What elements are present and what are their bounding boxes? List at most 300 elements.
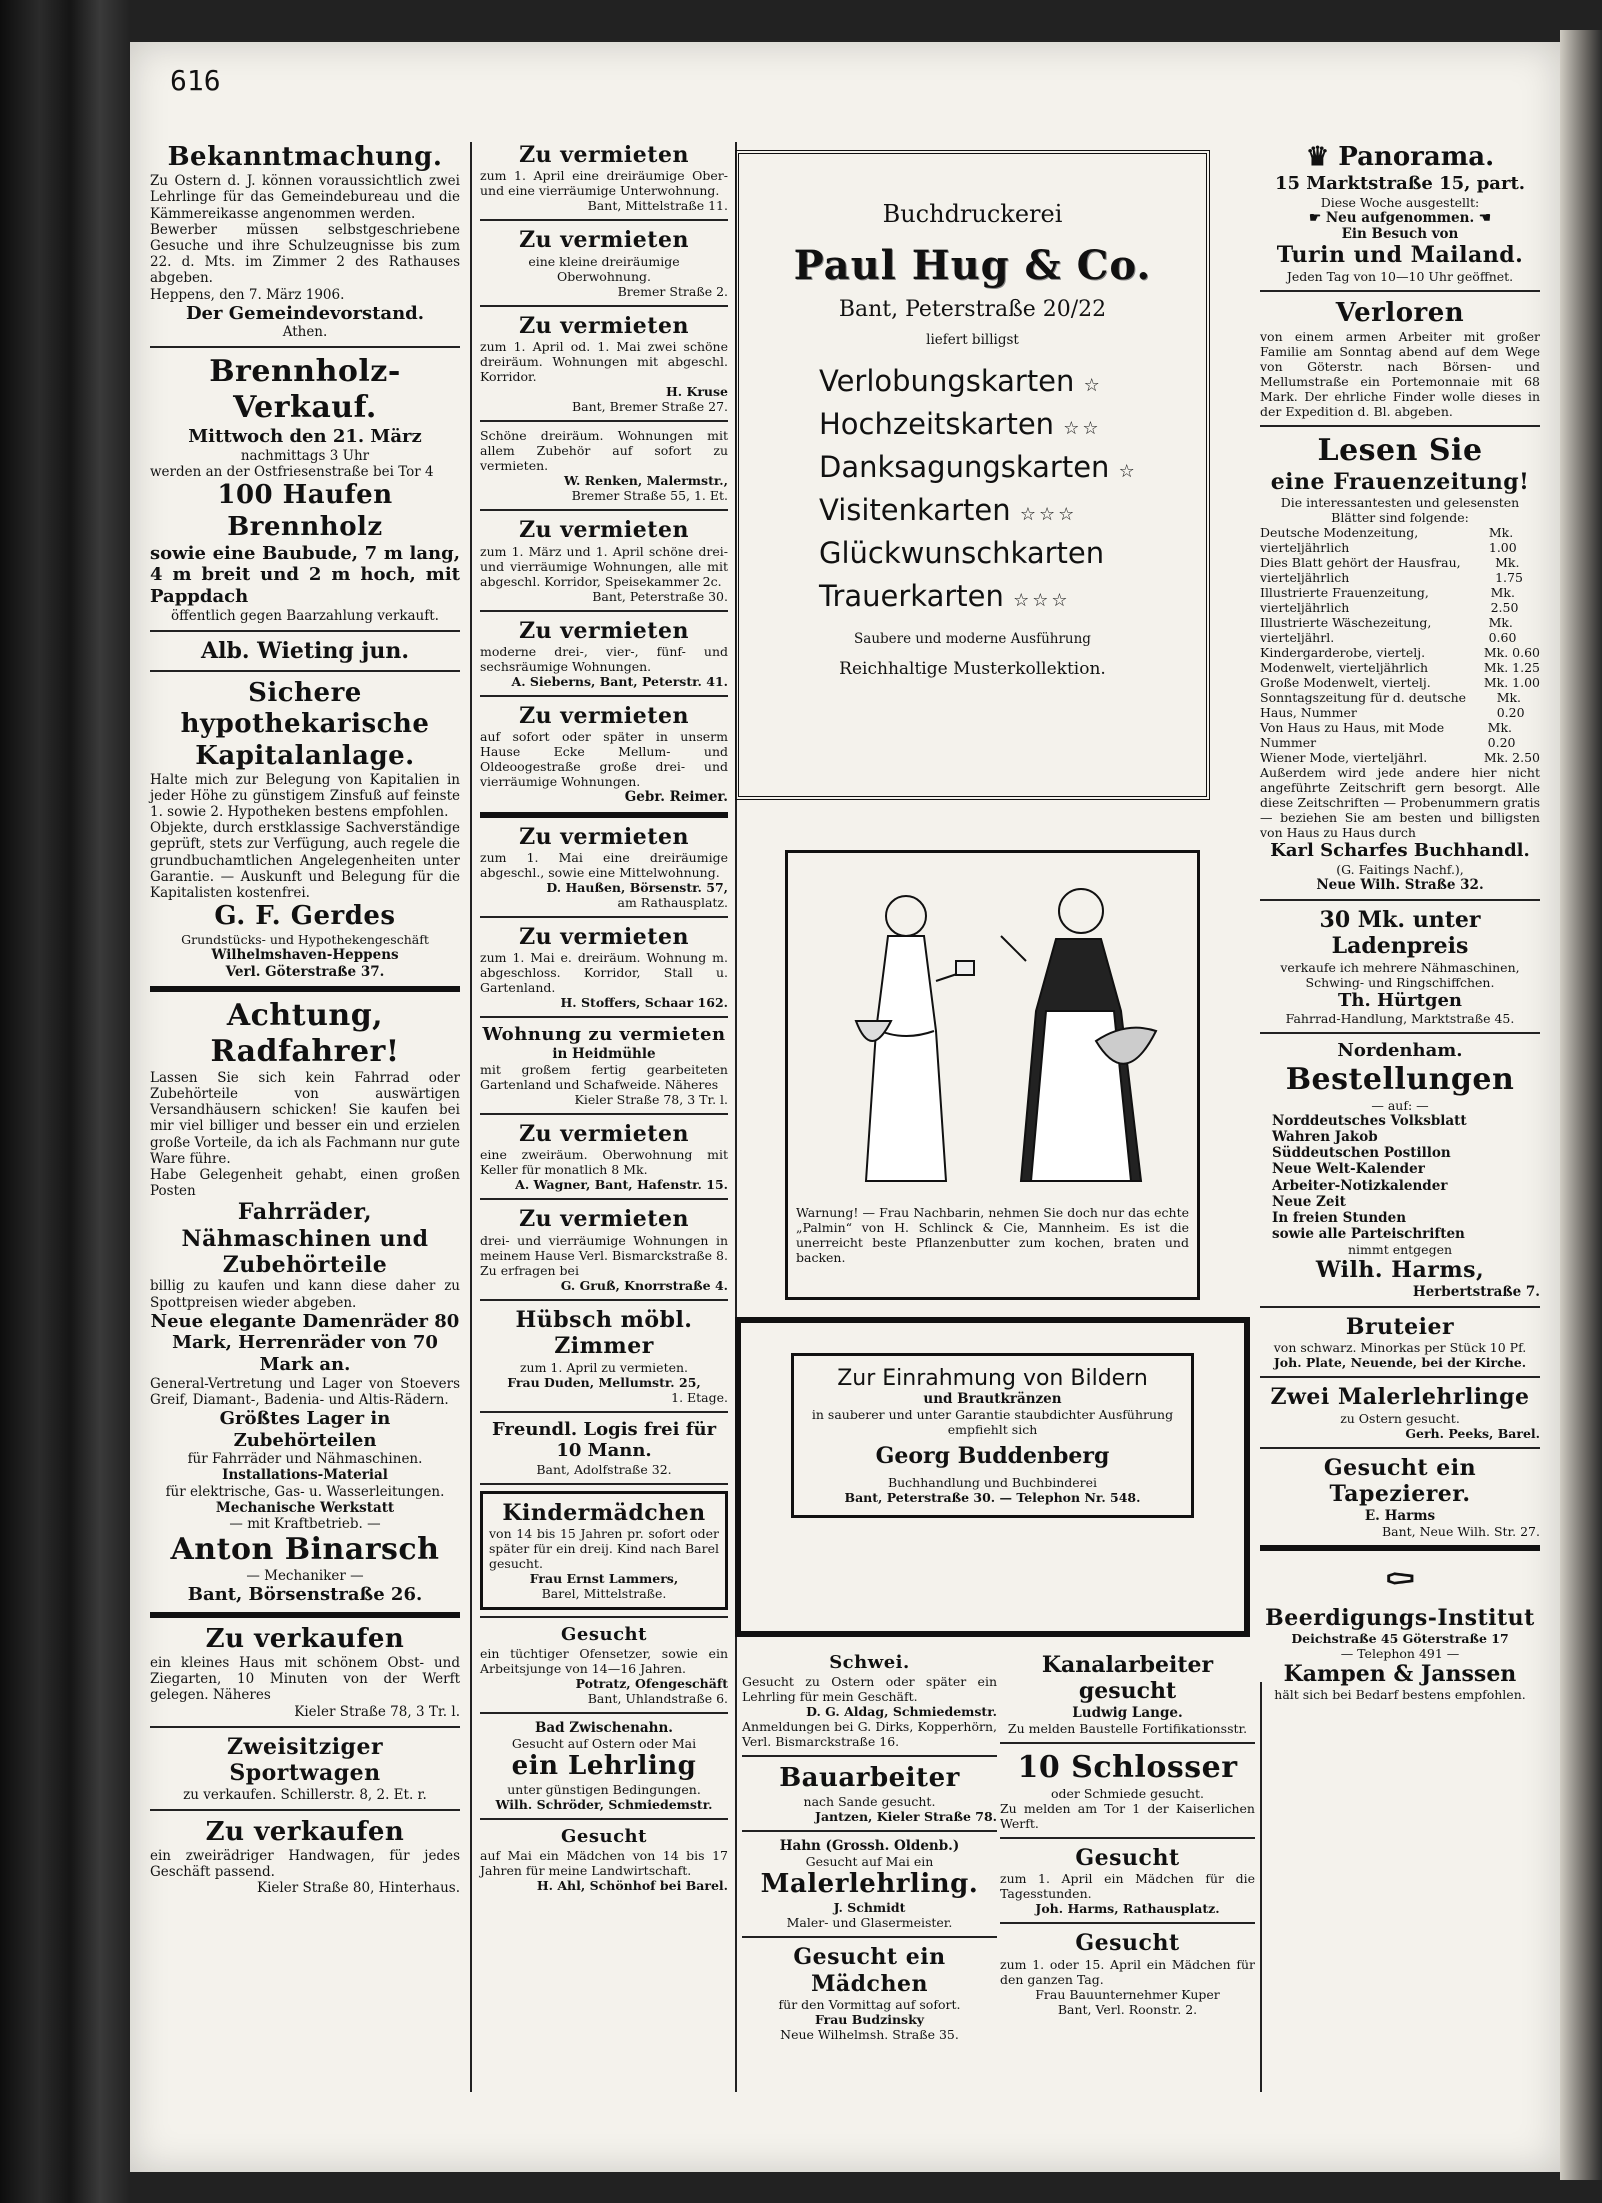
ad-sign: Alb. Wieting jun. [201, 637, 409, 664]
ad-body: eine zweiräum. Oberwohnung mit Keller für monatlich 8 Mk. [480, 1147, 728, 1178]
ad-body: zu Ostern gesucht. [1340, 1410, 1460, 1426]
ad-gesucht [1000, 1845, 1255, 1916]
ad-address: Herbertstraße 7. [1412, 1283, 1540, 1300]
ad-body: drei- und vierräumige Wohnungen in meinem Hause Verl. Bismarckstraße 8. Zu erfragen bei [480, 1232, 728, 1278]
price-value: Mk. 1.75 [1495, 555, 1523, 586]
ad-title: Bruteier [1345, 1313, 1455, 1340]
ad-address: Neue Wilhelmsh. Straße 35. [780, 2026, 959, 2042]
price-row [1260, 525, 1540, 555]
ad-body: werden an der Ostfriesenstraße bei Tor 4 [150, 464, 434, 481]
ad-verloren [1260, 298, 1540, 419]
ad-sign: G. Gruß, Knorrstraße 4. [560, 1277, 728, 1293]
ad-title: Gesucht ein Tapezierer. [1323, 1454, 1477, 1508]
ad-title: Gesucht ein Mädchen [793, 1944, 946, 1997]
ad-body: Ein Besuch von [1341, 225, 1459, 242]
list-item: Norddeutsches Volksblatt [1272, 1112, 1467, 1129]
item-label: Glückwunschkarten [819, 536, 1105, 570]
ad-title: Zu vermieten [519, 702, 689, 729]
ad-vermieten [480, 227, 728, 298]
column-4 [1260, 142, 1540, 1702]
ad-gesucht [480, 1624, 728, 1706]
ad-body: hält sich bei Bedarf bestens empfohlen. [1274, 1687, 1526, 1703]
ad-title: Sichere hypothekarische Kapitalanlage. [180, 678, 430, 771]
newspaper-page [130, 42, 1560, 2172]
column-rule [1260, 1682, 1262, 2092]
ad-body: Jeden Tag von 10—10 Uhr geöffnet. [1286, 268, 1514, 284]
ad-sign: Verl. Göterstraße 37. [225, 963, 385, 980]
ad-sign: Athen. [282, 324, 328, 341]
page-edge [1560, 30, 1602, 2180]
price-row [1260, 675, 1540, 690]
ad-sign: Jantzen, Kieler Straße 78. [815, 1808, 997, 1824]
ad-sign: Wilhelmshaven-Heppens [211, 947, 399, 964]
ad-sign: Gebr. Reimer. [624, 789, 728, 806]
page-number: 616 [170, 64, 221, 97]
ad-time: nachmittags 3 Uhr [240, 448, 370, 465]
new-line [1260, 210, 1540, 226]
column-rule [470, 142, 472, 2092]
ad-title: Gesucht [561, 1826, 647, 1848]
ad-body: Die interessantesten und gelesensten Blätter sind folgende: [1280, 495, 1520, 526]
star-icon: ☆☆ [1063, 418, 1102, 439]
ad-phone: — Telephon 491 — [1340, 1646, 1460, 1662]
ad-gesucht [1000, 1930, 1255, 2016]
ad-sign: Potratz, Ofengeschäft [575, 1675, 728, 1691]
ad-body: von 14 bis 15 Jahren pr. sofort oder später für ein dreij. Kind nach Barel gesucht. [489, 1526, 719, 1572]
ad-sign: A. Sieberns, Bant, Peterstr. 41. [511, 673, 728, 689]
ad-body: zum 1. Mai e. dreiräum. Wohnung m. abgeschloss. Korridor, Stall u. Gartenland. [480, 950, 728, 996]
ad-schwei [742, 1652, 997, 1749]
price-value: Mk. 2.50 [1483, 750, 1540, 766]
ad-buddenberg [735, 1317, 1250, 1637]
ad-title: Kindermädchen [502, 1499, 706, 1526]
ad-address: Neue Wilh. Straße 32. [1316, 876, 1484, 893]
ad-body: für Fahrräder und Nähmaschinen. [187, 1451, 423, 1468]
ad-title: Zu vermieten [519, 227, 689, 254]
ad-address: Bant, Verl. Roonstr. 2. [1057, 2001, 1198, 2017]
ad-address: am Rathausplatz. [617, 894, 728, 910]
ad-address: Maler- und Glasermeister. [786, 1915, 953, 1931]
ad-tapezierer [1260, 1455, 1540, 1539]
ad-body: zum 1. oder 15. April ein Mädchen für den ganzen Tag. [1000, 1956, 1255, 1987]
item-label: Verlobungskarten [819, 364, 1075, 398]
ad-address: Kieler Straße 80, Hinterhaus. [257, 1880, 460, 1897]
ad-body: zum 1. Mai eine dreiräumige abgeschl., sowie eine Mittelwohnung. [480, 849, 728, 880]
ad-panorama [1260, 142, 1540, 284]
ad-address: Bant, Peterstraße 30. — Telephon Nr. 548. [844, 1490, 1141, 1505]
ad-body: zum 1. März und 1. April schöne drei- und vierräumige Wohnungen, alle mit abgeschl. Korridor, Speisekammer 2c. [480, 543, 728, 589]
price-value: Mk. 0.60 [1488, 615, 1517, 646]
list-item: Süddeutschen Postillon [1272, 1145, 1451, 1162]
ad-wohnung [480, 1024, 728, 1107]
ad-title: Beerdigungs-Institut [1265, 1604, 1535, 1631]
ad-address: Bant, Mittelstraße 11. [587, 198, 728, 214]
ad-headline: Fahrräder, Nähmaschinen und Zubehörteile [181, 1199, 429, 1279]
ad-address: 1. Etage. [671, 1389, 728, 1405]
ad-body: zum 1. April ein Mädchen für die Tagesstunden. [1000, 1871, 1255, 1902]
ad-malerlehrlinge [1260, 1384, 1540, 1440]
ad-sign: J. Schmidt [833, 1900, 906, 1916]
ad-title: Achtung, Radfahrer! [210, 997, 400, 1069]
ad-body: Neu aufgenommen. [1325, 209, 1475, 226]
ad-subtitle: Hahn (Grossh. Oldenb.) [779, 1837, 960, 1854]
ad-body: nach Sande gesucht. [803, 1793, 936, 1809]
price-name: Dies Blatt gehört der Hausfrau, vierteljährlich [1260, 555, 1461, 586]
item-row [749, 364, 1196, 398]
ad-brennholz [150, 354, 460, 623]
ad-bruteier [1260, 1314, 1540, 1370]
item-row [749, 407, 1196, 441]
ad-body: General-Vertretung und Lager von Stoevers Greif, Diamant-, Badenia- und Altis-Rädern. [150, 1375, 460, 1408]
ad-nordenham [1260, 1040, 1540, 1300]
ad-title: Hübsch möbl. Zimmer [515, 1306, 693, 1360]
ad-body: sowie eine Baubude, 7 m lang, 4 m breit und 2 m hoch, mit Pappdach [150, 542, 460, 607]
ad-title: Gesucht [561, 1624, 647, 1646]
ad-vermieten [480, 1121, 728, 1192]
ad-vermieten [480, 824, 728, 910]
ad-address: Fahrrad-Handlung, Marktstraße 45. [1285, 1011, 1515, 1027]
price-name: Kindergarderobe, viertelj. [1260, 645, 1426, 661]
ad-title: Zu vermieten [519, 312, 689, 339]
ad-address: Deichstraße 45 Göterstraße 17 [1291, 1631, 1509, 1647]
column-2 [480, 142, 728, 1893]
ad-gesucht [480, 1826, 728, 1893]
ad-title: Zu vermieten [519, 823, 689, 850]
ad-body: eine kleine dreiräumige Oberwohnung. [528, 253, 680, 284]
price-value: Mk. 1.25 [1483, 660, 1540, 676]
ad-vermieten [480, 517, 728, 603]
list-item: In freien Stunden [1272, 1210, 1407, 1226]
ad-body: oder Schmiede gesucht. [1050, 1785, 1205, 1801]
ad-title: Bauarbeiter [779, 1762, 960, 1793]
price-name: Deutsche Modenzeitung, vierteljährlich [1260, 525, 1419, 556]
ad-sign: Frau Ernst Lammers, [529, 1571, 679, 1587]
ad-body: moderne drei-, vier-, fünf- und sechsräumige Wohnungen. [480, 643, 728, 674]
price-value: Mk. 0.60 [1483, 645, 1540, 661]
ad-sign: Joh. Plate, Neuende, bei der Kirche. [1273, 1355, 1527, 1371]
ad-sign: Gerh. Peeks, Barel. [1405, 1425, 1540, 1441]
ad-kapitalanlage [150, 678, 460, 980]
ad-address: Kieler Straße 78, 3 Tr. l. [574, 1092, 728, 1108]
ad-body: zum 1. April zu vermieten. [519, 1359, 689, 1375]
price-value: Mk. 0.20 [1487, 720, 1516, 751]
ad-body: auf sofort oder später in unserm Hause Ecke Mellum- und Oldeoogestraße große drei- und vierräumige Wohnungen. [480, 729, 728, 790]
ad-subtitle: Nordenham. [1337, 1040, 1463, 1062]
price-name: Sonntagszeitung für d. deutsche Haus, Nummer [1260, 690, 1467, 721]
item-label: Hochzeitskarten [819, 407, 1055, 441]
ad-title: Zu vermieten [519, 142, 689, 168]
ad-address: Bant, Uhlandstraße 6. [587, 1690, 728, 1706]
column-3-lower-left [742, 1652, 997, 2042]
ad-address: Bant, Neue Wilh. Str. 27. [1381, 1523, 1540, 1539]
ad-body: zum 1. April eine dreiräumige Ober- und eine vierräumige Unterwohnung. [480, 168, 728, 199]
price-row [1260, 690, 1540, 720]
ad-body: billig zu kaufen und kann diese daher zu Spottpreisen wieder abgeben. [150, 1278, 460, 1311]
ad-sign: D. Haußen, Börsenstr. 57, [546, 879, 728, 895]
ad-subtitle: in Heidmühle [552, 1045, 656, 1062]
ad-sign: Th. Hürtgen [1337, 989, 1463, 1011]
ad-body: Gesucht zu Ostern oder später ein Lehrling für mein Geschäft. [742, 1673, 997, 1704]
ad-address: Barel, Mittelstraße. [541, 1586, 667, 1602]
price-name: Wiener Mode, vierteljährl. [1260, 750, 1428, 766]
ad-body: Buchhandlung und Buchbinderei [887, 1475, 1098, 1490]
ad-verkaufen-handwagen [150, 1817, 460, 1897]
ad-sign: Georg Buddenberg [875, 1443, 1110, 1469]
ad-zimmer [480, 1307, 728, 1405]
list-item: Neue Zeit [1272, 1193, 1346, 1210]
ad-body: Gesucht auf Ostern oder Mai [511, 1736, 697, 1752]
ad-vermieten [480, 313, 728, 414]
ad-body: Bewerber müssen selbstgeschriebene Gesuche und ihre Schulzeugnisse bis zum 22. d. Mts. im Zimmer 2 des Rathauses abgeben. [150, 221, 460, 287]
ad-headline: Turin und Mailand. [1276, 242, 1524, 269]
ad-body: von einem armen Arbeiter mit großer Familie am Sonntag abend auf dem Wege von Göterstr. nach Börsen- und Mellumstraße ein Portemonnaie mit 68 Mark. Der ehrliche Finder wolle dieses in der Expedition d. Bl. abgeben. [1260, 328, 1540, 419]
ad-title: Freundl. Logis frei für 10 Mann. [491, 1418, 717, 1462]
ad-title: Panorama. [1338, 142, 1495, 172]
ad-title: Verloren [1335, 297, 1465, 328]
ad-headline: 100 Haufen Brennholz [217, 480, 393, 542]
ad-title: Malerlehrling. [760, 1868, 979, 1899]
ad-vermieten [480, 618, 728, 689]
ad-title: 10 Schlosser [1017, 1749, 1238, 1785]
ad-body: auf Mai ein Mädchen von 14 bis 17 Jahren für meine Landwirtschaft. [480, 1847, 728, 1878]
ad-body: nimmt entgegen [1347, 1242, 1453, 1258]
ad-body: mit großem fertig gearbeiteten Gartenland und Schafweide. Näheres [480, 1062, 728, 1093]
ad-address: Bant, Peterstraße 30. [592, 588, 728, 604]
ad-caption: Warnung! — Frau Nachbarin, nehmen Sie doch nur das echte „Palmin“ von H. Schlinck & Cie, Mannheim. Es ist die unerreicht beste Pflanzenbutter zum kochen, braten und backen. [796, 1205, 1189, 1265]
pointing-hand-icon: ☚ [1478, 209, 1491, 226]
price-value: Mk. 2.50 [1490, 585, 1519, 616]
ad-sign: H. Stoffers, Schaar 162. [560, 995, 728, 1011]
ad-body: Saubere und moderne Ausführung [854, 631, 1091, 647]
cartoon-illustration [796, 861, 1191, 1201]
ad-title: Bekanntmachung. [167, 142, 443, 172]
ad-title: Zu verkaufen [205, 1623, 405, 1654]
star-icon: ☆ [1083, 375, 1103, 396]
ad-schlosser [1000, 1750, 1255, 1831]
ad-kanalarbeiter [1000, 1652, 1255, 1736]
item-row [749, 450, 1196, 484]
ad-sign: Der Gemeindevorstand. [185, 302, 425, 324]
ad-sign: Wilh. Schröder, Schmiedemstr. [495, 1797, 713, 1813]
ad-body: Zu Ostern d. J. können voraussichtlich zwei Lehrlinge für das Gemeindebureau und die Kämmereikasse angenommen werden. [150, 173, 460, 222]
price-name: Modenwelt, vierteljährlich [1260, 660, 1429, 676]
ad-sportwagen [150, 1734, 460, 1803]
ad-title: Zwei Malerlehrlinge [1270, 1384, 1530, 1411]
ad-sign: Karl Scharfes Buchhandl. [1270, 840, 1530, 862]
ad-body: Mechanische Werkstatt [215, 1499, 395, 1516]
ad-subtitle: und Brautkränzen [923, 1391, 1062, 1407]
price-row [1260, 585, 1540, 615]
ad-sign: H. Ahl, Schönhof bei Barel. [536, 1877, 728, 1893]
ad-body: Anmeldungen bei G. Dirks, Kopperhörn, Verl. Bismarckstraße 16. [742, 1718, 997, 1749]
ad-vermieten [480, 142, 728, 213]
ad-address: Bant, Bremer Straße 27. [571, 399, 728, 415]
ad-sign: — Mechaniker — [246, 1568, 364, 1585]
ad-sign: Frau Bauunternehmer Kuper [1035, 1986, 1220, 2002]
ad-title: Schwei. [829, 1652, 910, 1673]
column-1 [150, 142, 460, 1897]
price-list [1260, 525, 1540, 765]
price-row [1260, 645, 1540, 660]
ad-vermieten [480, 1206, 728, 1292]
ad-palmin-cartoon [785, 850, 1200, 1300]
ad-sign: Frau Duden, Mellumstr. 25, [507, 1374, 701, 1390]
list-item: Wahren Jakob [1272, 1129, 1378, 1146]
ad-bauarbeiter [742, 1763, 997, 1824]
price-row [1260, 720, 1540, 750]
ad-sign: W. Renken, Malermstr., [563, 473, 728, 489]
price-value: Mk. 1.00 [1483, 675, 1540, 691]
ad-date: Heppens, den 7. März 1906. [150, 286, 345, 303]
ad-beerdigung [1260, 1557, 1540, 1703]
price-row [1260, 555, 1540, 585]
ad-body: Habe Gelegenheit gehabt, einen großen Posten [150, 1166, 460, 1200]
ad-maedchen [742, 1944, 997, 2042]
ad-body: Schöne dreiräum. Wohnungen mit allem Zubehör auf sofort zu vermieten. [480, 428, 728, 474]
ad-body: öffentlich gegen Baarzahlung verkauft. [171, 607, 439, 624]
price-row [1260, 660, 1540, 675]
ad-radfahrer [150, 998, 460, 1606]
list-item: sowie alle Parteischriften [1272, 1226, 1465, 1243]
ad-title: Kanalarbeiter gesucht [1041, 1652, 1214, 1705]
ad-sign: H. Kruse [665, 384, 728, 400]
item-row [749, 579, 1196, 613]
ad-title: Zu vermieten [519, 1121, 689, 1148]
ad-subtitle: Bad Zwischenahn. [534, 1719, 674, 1736]
price-row [1260, 615, 1540, 645]
ad-body: Außerdem wird jede andere hier nicht angeführte Zeitschrift gern besorgt. Alle diese Zeitschriften — Probenummern gratis — beziehen Sie am besten und billigsten von Haus zu Haus durch [1260, 765, 1540, 841]
crown-icon: ♛ [1305, 142, 1330, 172]
ad-subtitle: eine Frauenzeitung! [1270, 468, 1530, 495]
ad-body: zu verkaufen. Schillerstr. 8, 2. Et. r. [183, 1786, 427, 1803]
ad-paul-hug [735, 150, 1210, 800]
star-icon: ☆ [1118, 461, 1138, 482]
ad-sign: Frau Budzinsky [814, 2011, 925, 2027]
ad-title: Zu vermieten [519, 517, 689, 544]
coffin-icon: ⚰ [1383, 1557, 1417, 1604]
ad-verkaufen-haus [150, 1624, 460, 1720]
ad-address: Bant, Peterstraße 20/22 [838, 297, 1107, 322]
ad-body: verkaufe ich mehrere Nähmaschinen, Schwing- und Ringschiffchen. [1280, 959, 1520, 990]
ad-body: liefert billigst [926, 332, 1019, 348]
ad-title: Bestellungen [1285, 1061, 1515, 1097]
ad-body: Gesucht auf Mai ein [805, 1853, 934, 1869]
ad-title: Wohnung zu vermieten [482, 1024, 726, 1046]
ad-body: Installations-Material [222, 1467, 388, 1484]
ad-title: Paul Hug & Co. [793, 242, 1152, 289]
ad-sign: A. Wagner, Bant, Hafenstr. 15. [515, 1177, 728, 1193]
item-row [749, 536, 1196, 570]
ad-vermieten [480, 703, 728, 806]
ad-title: Gesucht [1075, 1844, 1180, 1871]
ad-body: zum 1. April od. 1. Mai zwei schöne dreiräum. Wohnungen mit abgeschl. Korridor. [480, 339, 728, 385]
ad-title: 30 Mk. unter Ladenpreis [1319, 906, 1481, 960]
ad-title: Brennholz-Verkauf. [209, 354, 401, 426]
price-name: Illustrierte Frauenzeitung, vierteljährlich [1260, 585, 1429, 616]
ad-address: Kieler Straße 78, 3 Tr. l. [294, 1703, 460, 1720]
ad-title: Zweisitziger Sportwagen [226, 1733, 384, 1787]
list-item: Neue Welt-Kalender [1272, 1161, 1425, 1178]
item-row [749, 493, 1196, 527]
ad-title: Zu vermieten [519, 923, 689, 950]
ad-sign: (G. Faitings Nachf.), [1336, 861, 1464, 877]
ad-frauenzeitung [1260, 433, 1540, 893]
item-label: Visitenkarten [819, 493, 1011, 527]
price-row [1260, 750, 1540, 765]
item-label: Danksagungskarten [819, 450, 1110, 484]
ad-sign: Joh. Harms, Rathausplatz. [1035, 1901, 1220, 1917]
ad-offer: Neue elegante Damenräder 80 Mark, Herrenräder von 70 Mark an. [150, 1310, 460, 1376]
column-3-lower-right [1000, 1652, 1255, 2017]
ad-title: Lesen Sie [1317, 432, 1483, 468]
ad-title: Zu verkaufen [205, 1816, 405, 1847]
ad-bekanntmachung [150, 142, 460, 340]
ad-body: ein kleines Haus mit schönem Obst- und Ziegarten, 10 Minuten von der Werft gelegen. Näheres [150, 1655, 460, 1704]
ad-body: ein zweirädriger Handwagen, für jedes Geschäft passend. [150, 1848, 460, 1881]
ad-vermieten [480, 428, 728, 503]
ad-sign: D. G. Aldag, Schmiedemstr. [806, 1703, 997, 1719]
pointing-hand-icon: ☛ [1309, 209, 1322, 226]
ad-ladenpreis [1260, 907, 1540, 1026]
ad-body: Objekte, durch erstklassige Sachverständige geprüft, stets zur Verfügung, auch regele die grundbuchamtlichen Angelegenheiten unter Garantie. — Auskunft und Belegung für die Kapitalisten kostenfrei. [150, 820, 460, 902]
star-icon: ☆☆☆ [1019, 504, 1078, 525]
price-value: Mk. 1.00 [1488, 525, 1517, 556]
ad-body: unter günstigen Bedingungen. [507, 1782, 701, 1798]
ad-body: Lassen Sie sich kein Fahrrad oder Zubehörteile von auswärtigen Versandhäusern schicken! Sie kaufen bei mir viel billiger und besser ein und erzielen große Vorteile, da ich als Fachmann nur gute Ware führe. [150, 1069, 460, 1167]
ad-body: für elektrische, Gas- u. Wasserleitungen. [165, 1483, 445, 1500]
ad-body: — auf: — [1371, 1097, 1429, 1113]
ad-sign: Grundstücks- und Hypothekengeschäft [181, 932, 429, 948]
price-name: Von Haus zu Haus, mit Mode Nummer [1260, 720, 1445, 751]
ad-title: ein Lehrling [511, 1751, 697, 1782]
ad-sign: G. F. Gerdes [214, 901, 396, 932]
ad-address: Bremer Straße 55, 1. Et. [571, 488, 728, 504]
ad-sign: Wilh. Harms, [1315, 1257, 1485, 1284]
ad-body: — mit Kraftbetrieb. — [229, 1515, 381, 1532]
ad-malerlehrling [742, 1838, 997, 1930]
ad-kindermaedchen [480, 1491, 728, 1610]
ad-body: Diese Woche ausgestellt: [1320, 194, 1480, 210]
ad-body: von schwarz. Minorkas per Stück 10 Pf. [1273, 1340, 1527, 1356]
ad-title: Zur Einrahmung von Bildern [837, 1366, 1148, 1391]
ad-vermieten [480, 924, 728, 1010]
ad-subtitle: Buchdruckerei [882, 200, 1063, 228]
ad-sign: Anton Binarsch [170, 1532, 440, 1568]
ad-headline: Größtes Lager in Zubehörteilen [219, 1408, 391, 1451]
item-label: Trauerkarten [819, 579, 1004, 613]
ad-body: Zu melden am Tor 1 der Kaiserlichen Werft. [1000, 1800, 1255, 1831]
star-icon: ☆☆☆ [1013, 590, 1071, 611]
price-name: Große Modenwelt, viertelj. [1260, 675, 1431, 691]
panorama-heading [1260, 142, 1540, 173]
ad-title: Gesucht [1075, 1930, 1180, 1957]
ad-address: 15 Marktstraße 15, part. [1274, 173, 1526, 195]
item-list [1260, 1113, 1540, 1243]
ad-address: Bant, Adolfstraße 32. [536, 1461, 672, 1477]
ad-sign: E. Harms [1364, 1507, 1436, 1524]
ad-title: Zu vermieten [519, 1206, 689, 1233]
ad-logis [480, 1419, 728, 1477]
ad-sign: Ludwig Lange. [1072, 1704, 1183, 1721]
ad-body: Zu melden Baustelle Fortifikationsstr. [1007, 1720, 1248, 1736]
ad-title: Zu vermieten [519, 617, 689, 644]
ad-address: Bremer Straße 2. [617, 283, 728, 299]
ad-body: ein tüchtiger Ofensetzer, sowie ein Arbeitsjunge von 14—16 Jahren. [480, 1645, 728, 1676]
ad-lehrling [480, 1720, 728, 1812]
ad-date: Mittwoch den 21. März [188, 426, 422, 448]
ad-body: Reichhaltige Musterkollektion. [839, 659, 1106, 679]
price-value: Mk. 0.20 [1496, 690, 1525, 721]
